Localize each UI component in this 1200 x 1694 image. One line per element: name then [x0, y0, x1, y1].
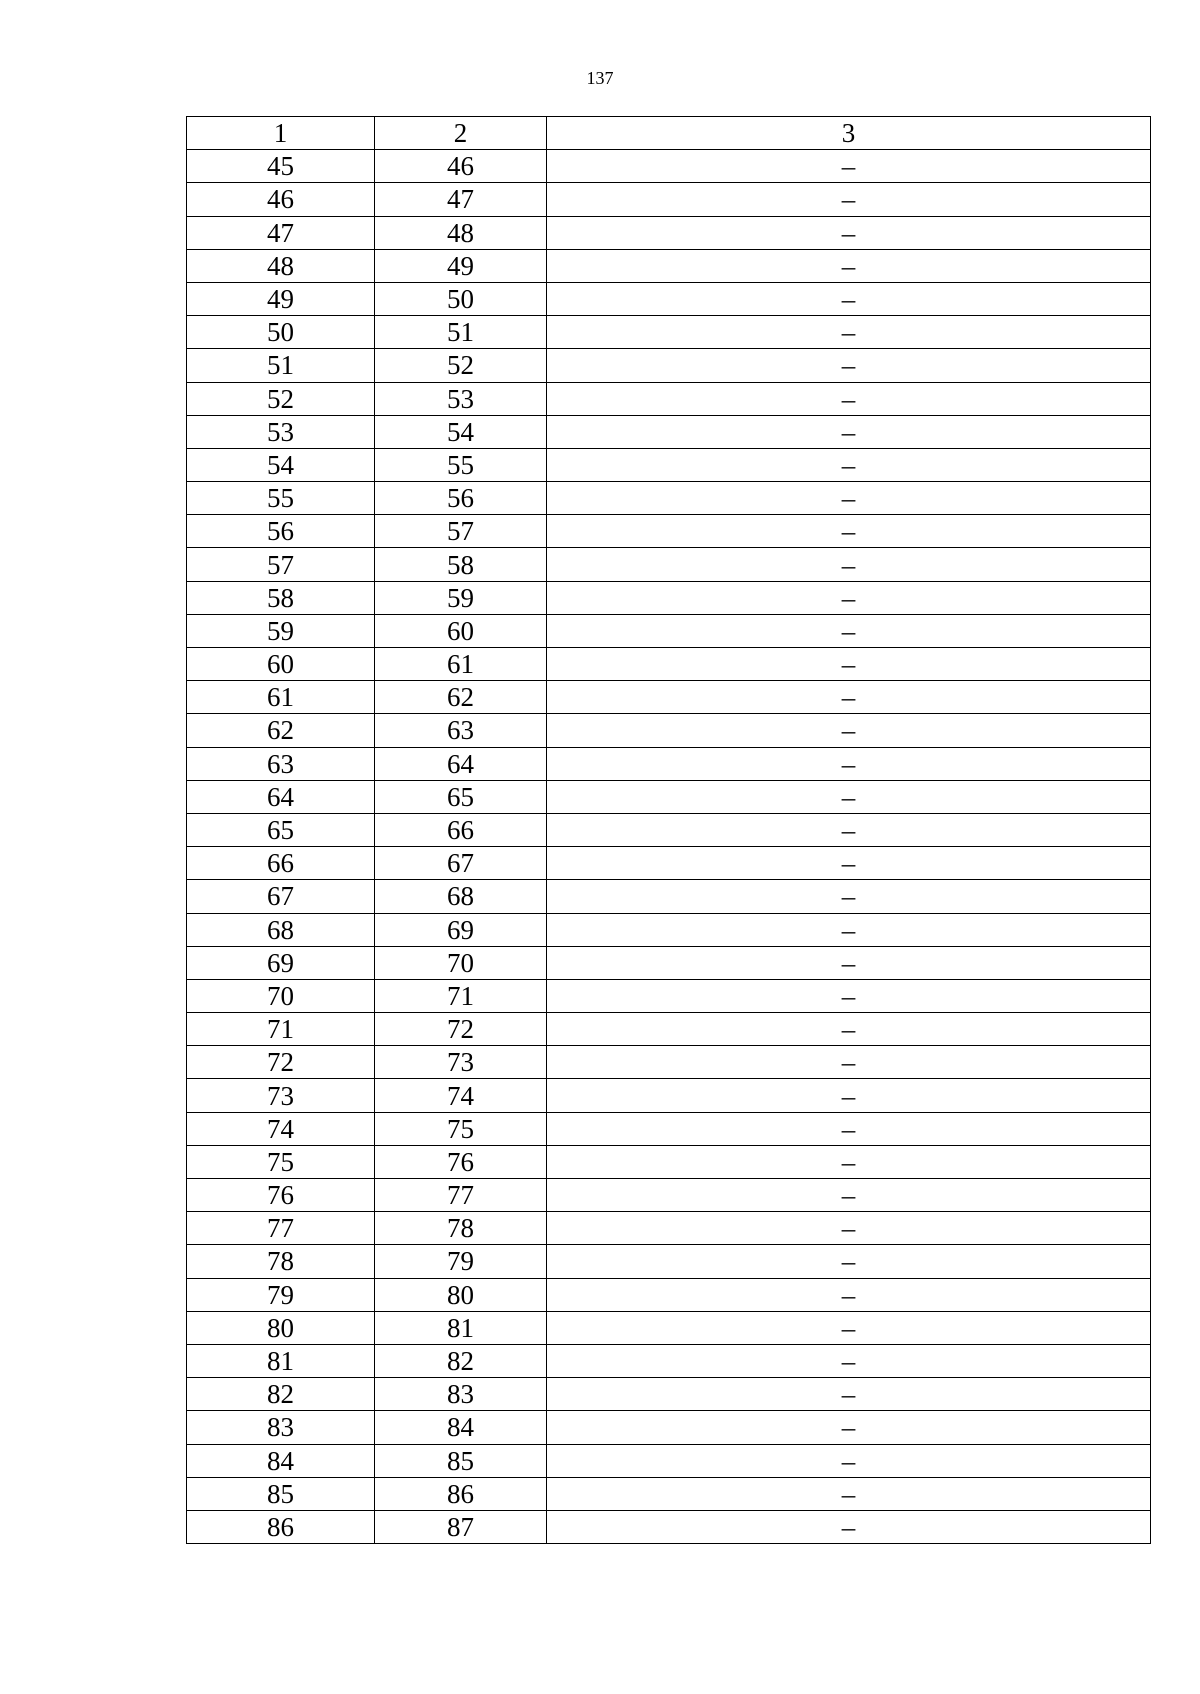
table-cell: 50: [187, 316, 375, 349]
table-cell: –: [547, 1411, 1151, 1444]
table-cell: –: [547, 1079, 1151, 1112]
table-row: [187, 216, 1151, 249]
table-cell: 56: [375, 482, 547, 515]
table-row: [187, 1311, 1151, 1344]
table-cell: –: [547, 1145, 1151, 1178]
table-cell: 73: [187, 1079, 375, 1112]
table-cell: 65: [187, 813, 375, 846]
table-cell: 75: [375, 1112, 547, 1145]
table-cell: –: [547, 150, 1151, 183]
table-cell: –: [547, 1245, 1151, 1278]
table-row: [187, 316, 1151, 349]
data-table: [186, 116, 1151, 1544]
table-cell: 74: [375, 1079, 547, 1112]
table-cell: 61: [375, 648, 547, 681]
table-cell: 84: [375, 1411, 547, 1444]
table-row: [187, 349, 1151, 382]
table-cell: –: [547, 648, 1151, 681]
table-cell: –: [547, 448, 1151, 481]
table-cell: –: [547, 249, 1151, 282]
table-cell: 84: [187, 1444, 375, 1477]
table-cell: 47: [375, 183, 547, 216]
table-cell: 51: [375, 316, 547, 349]
table-row: [187, 1444, 1151, 1477]
table-cell: –: [547, 316, 1151, 349]
table-cell: –: [547, 415, 1151, 448]
table-cell: 76: [375, 1145, 547, 1178]
table-cell: –: [547, 1112, 1151, 1145]
table-cell: 49: [187, 282, 375, 315]
table-row: [187, 648, 1151, 681]
table-row: [187, 1378, 1151, 1411]
table-cell: 87: [375, 1510, 547, 1543]
table-row: [187, 415, 1151, 448]
table-cell: –: [547, 780, 1151, 813]
table-cell: –: [547, 548, 1151, 581]
table-cell: 85: [187, 1477, 375, 1510]
table-cell: 83: [187, 1411, 375, 1444]
table-cell: 80: [187, 1311, 375, 1344]
table-cell: –: [547, 913, 1151, 946]
table-cell: 79: [187, 1278, 375, 1311]
table-cell: 63: [187, 747, 375, 780]
table-row: [187, 979, 1151, 1012]
table-row: [187, 681, 1151, 714]
table-header-row: [187, 117, 1151, 150]
table-cell: 77: [187, 1212, 375, 1245]
table-cell: –: [547, 482, 1151, 515]
table-cell: 56: [187, 515, 375, 548]
table-cell: 57: [375, 515, 547, 548]
table-cell: 48: [375, 216, 547, 249]
table-cell: 52: [187, 382, 375, 415]
table-body: [187, 117, 1151, 1544]
table-cell: –: [547, 681, 1151, 714]
table-cell: 46: [375, 150, 547, 183]
table-cell: –: [547, 1311, 1151, 1344]
table-cell: 60: [375, 614, 547, 647]
table-cell: 67: [375, 847, 547, 880]
table-cell: –: [547, 1013, 1151, 1046]
table-cell: –: [547, 349, 1151, 382]
table-cell: –: [547, 1046, 1151, 1079]
table-cell: 62: [375, 681, 547, 714]
table-cell: 70: [375, 946, 547, 979]
table-row: [187, 1344, 1151, 1377]
table-cell: 51: [187, 349, 375, 382]
table-row: [187, 548, 1151, 581]
table-cell: 85: [375, 1444, 547, 1477]
table-row: [187, 1278, 1151, 1311]
page-number: 137: [586, 68, 614, 88]
table-cell: 46: [187, 183, 375, 216]
table-cell: 73: [375, 1046, 547, 1079]
table-cell: 59: [375, 581, 547, 614]
table-row: [187, 1212, 1151, 1245]
table-cell: –: [547, 382, 1151, 415]
table-cell: –: [547, 1378, 1151, 1411]
table-row: [187, 1112, 1151, 1145]
table-cell: 69: [375, 913, 547, 946]
table-cell: 59: [187, 614, 375, 647]
table-row: [187, 880, 1151, 913]
table-row: [187, 1046, 1151, 1079]
table-cell: 57: [187, 548, 375, 581]
table-cell: –: [547, 1212, 1151, 1245]
table-row: [187, 581, 1151, 614]
table-row: [187, 813, 1151, 846]
table-cell: 65: [375, 780, 547, 813]
table-cell: 76: [187, 1179, 375, 1212]
table-cell: –: [547, 1344, 1151, 1377]
table-row: [187, 1411, 1151, 1444]
table-cell: 58: [375, 548, 547, 581]
table-cell: 55: [375, 448, 547, 481]
table-cell: –: [547, 1444, 1151, 1477]
table-cell: 68: [375, 880, 547, 913]
table-row: [187, 946, 1151, 979]
table-row: [187, 847, 1151, 880]
table-cell: 53: [375, 382, 547, 415]
table-cell: 64: [187, 780, 375, 813]
table-cell: –: [547, 216, 1151, 249]
table-cell: –: [547, 1278, 1151, 1311]
table-cell: 74: [187, 1112, 375, 1145]
table-row: [187, 183, 1151, 216]
table-cell: 71: [375, 979, 547, 1012]
table-cell: 79: [375, 1245, 547, 1278]
table-cell: 53: [187, 415, 375, 448]
table-row: [187, 249, 1151, 282]
table-cell: 54: [375, 415, 547, 448]
table-cell: 78: [187, 1245, 375, 1278]
table-cell: 45: [187, 150, 375, 183]
table-cell: 50: [375, 282, 547, 315]
table-cell: 82: [187, 1378, 375, 1411]
table-cell: –: [547, 515, 1151, 548]
table-cell: 86: [187, 1510, 375, 1543]
table-cell: –: [547, 183, 1151, 216]
table-row: [187, 150, 1151, 183]
table-cell: –: [547, 581, 1151, 614]
table-cell: 81: [187, 1344, 375, 1377]
table-cell: –: [547, 282, 1151, 315]
table-cell: 61: [187, 681, 375, 714]
table-row: [187, 1179, 1151, 1212]
table-row: [187, 1145, 1151, 1178]
table-cell: 66: [375, 813, 547, 846]
table-cell: 68: [187, 913, 375, 946]
table-cell: 55: [187, 482, 375, 515]
table-cell: –: [547, 979, 1151, 1012]
table-row: [187, 515, 1151, 548]
table-cell: –: [547, 880, 1151, 913]
table-cell: –: [547, 747, 1151, 780]
table-cell: 83: [375, 1378, 547, 1411]
table-cell: 80: [375, 1278, 547, 1311]
table-cell: 72: [187, 1046, 375, 1079]
table-row: [187, 1013, 1151, 1046]
table-row: [187, 1510, 1151, 1543]
table-cell: 58: [187, 581, 375, 614]
table-cell: –: [547, 1510, 1151, 1543]
table-row: [187, 913, 1151, 946]
table-cell: 72: [375, 1013, 547, 1046]
table-cell: –: [547, 847, 1151, 880]
table-row: [187, 747, 1151, 780]
table-cell: 77: [375, 1179, 547, 1212]
table-cell: 48: [187, 249, 375, 282]
table-cell: –: [547, 614, 1151, 647]
table-row: [187, 448, 1151, 481]
column-header: 1: [187, 117, 375, 150]
table-row: [187, 1245, 1151, 1278]
table-cell: –: [547, 946, 1151, 979]
table-row: [187, 614, 1151, 647]
table-cell: 86: [375, 1477, 547, 1510]
column-header: 2: [375, 117, 547, 150]
table-cell: 49: [375, 249, 547, 282]
table-cell: –: [547, 813, 1151, 846]
table-cell: 62: [187, 714, 375, 747]
table-cell: 81: [375, 1311, 547, 1344]
table-row: [187, 482, 1151, 515]
table-cell: 60: [187, 648, 375, 681]
table-cell: 71: [187, 1013, 375, 1046]
table-cell: 64: [375, 747, 547, 780]
table-cell: 52: [375, 349, 547, 382]
table-row: [187, 714, 1151, 747]
table-row: [187, 282, 1151, 315]
table-row: [187, 1079, 1151, 1112]
table-cell: 47: [187, 216, 375, 249]
table-row: [187, 382, 1151, 415]
table-row: [187, 1477, 1151, 1510]
table-cell: 75: [187, 1145, 375, 1178]
column-header: 3: [547, 117, 1151, 150]
table-cell: 54: [187, 448, 375, 481]
table-cell: 82: [375, 1344, 547, 1377]
table-cell: 67: [187, 880, 375, 913]
table-cell: –: [547, 1179, 1151, 1212]
table-cell: 78: [375, 1212, 547, 1245]
table-cell: 66: [187, 847, 375, 880]
table-cell: –: [547, 714, 1151, 747]
table-cell: 70: [187, 979, 375, 1012]
table-cell: 63: [375, 714, 547, 747]
table-cell: 69: [187, 946, 375, 979]
table-cell: –: [547, 1477, 1151, 1510]
table-row: [187, 780, 1151, 813]
